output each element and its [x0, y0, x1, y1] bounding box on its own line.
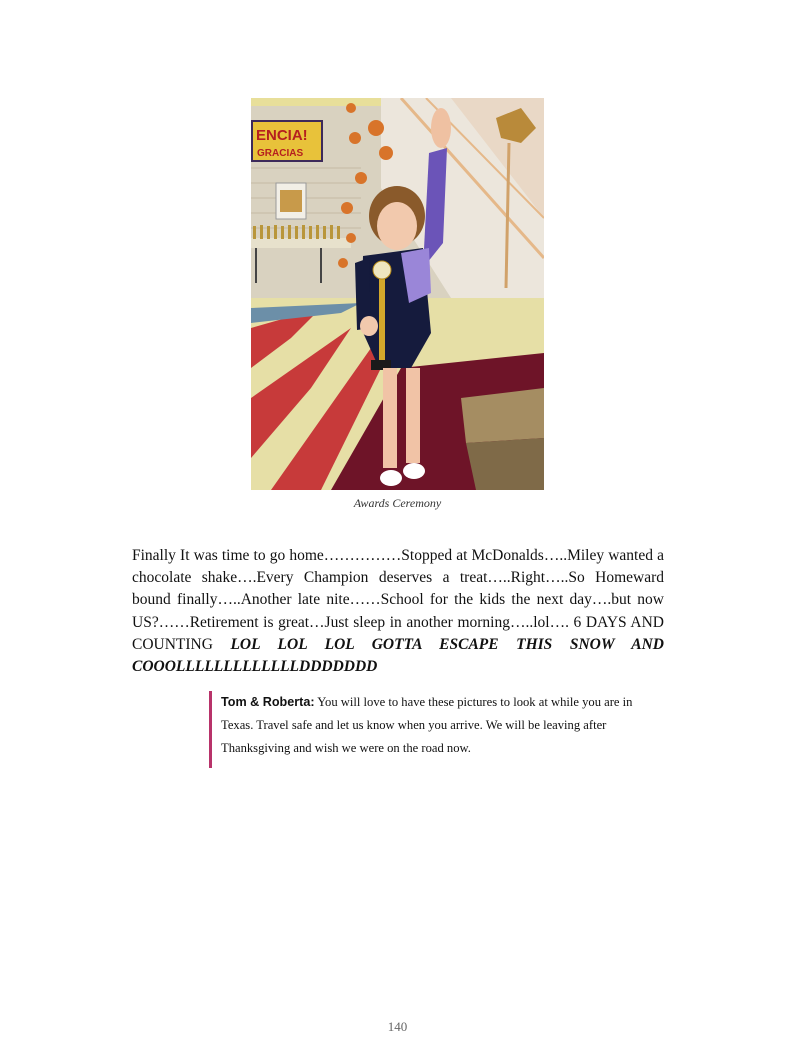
banner-subtext: GRACIAS [257, 148, 304, 159]
reader-comment [209, 691, 639, 768]
body-paragraph [132, 545, 664, 678]
page-number: 140 [387, 1019, 408, 1034]
photo-caption: Awards Ceremony [353, 496, 442, 510]
body-text-emphasis: LOL LOL LOL GOTTA ESCAPE THIS SNOW AND COOOLLLLLLLLLLLLLDDDDDDD [132, 635, 664, 676]
body-text-main: Finally It was time to go home……………Stopped at McDonalds…..Miley wanted a chocolate shake….Every Champion deserves a treat…..Right…..So Homeward bound finally…..Another late nite……School for the kids the next day….but now US?……Retirement is great…Just sleep in another morning…..lol…. 6 DAYS AND COUNTING [132, 547, 664, 653]
comment-text: You will love to have these pictures to look at while you are in Texas. Travel safe and let us know when you arrive. We will be leaving after Thanksgiving and wish we were on the road now. [221, 695, 633, 755]
banner-text: ENCIA! [256, 127, 308, 144]
awards-ceremony-photo [251, 98, 544, 490]
comment-author: Tom & Roberta: [221, 695, 315, 709]
